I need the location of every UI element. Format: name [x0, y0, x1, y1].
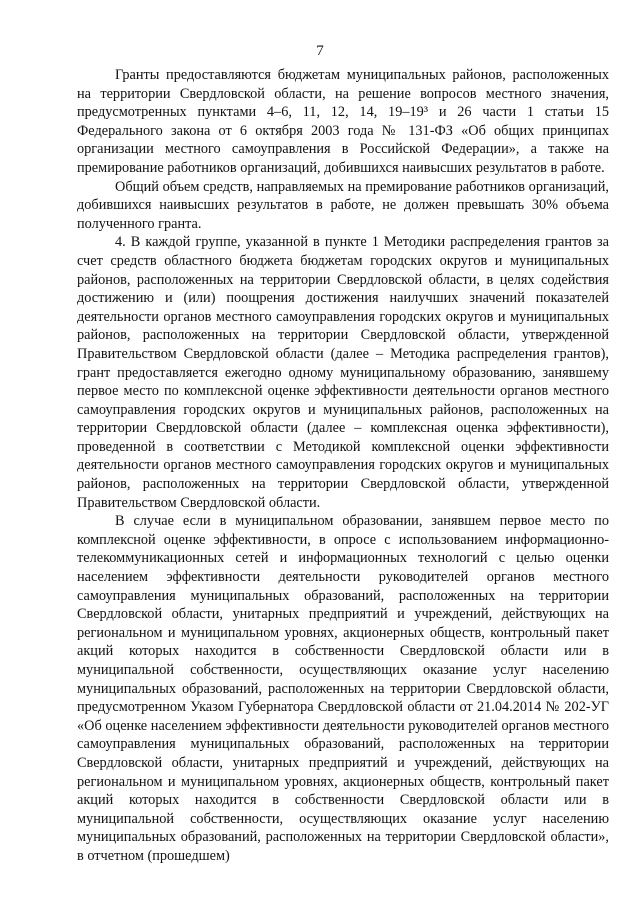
document-body — [77, 66, 609, 866]
paragraph-item-4: 4. В каждой группе, указанной в пункте 1 Методики распределения грантов за счет средств областного бюджета бюджетам городских округов и муниципальных районов, расположенных на территории Свердловской области, в целях содействия достижению и (или) поощрения достижения наилучших значений показателей деятельности органов местного самоуправления городских округов и муниципальных районов, расположенных на территории Свердловской области, утвержденной Правительством Свердловской области (далее – Методика распределения грантов), грант предоставляется ежегодно одному муниципальному образованию, занявшему первое место по комплексной оценке эффективности деятельности органов местного самоуправления городских округов и муниципальных районов, расположенных на территории Свердловской области (далее – комплексная оценка эффективности), проведенной в соответствии с Методикой комплексной оценки эффективности деятельности органов местного самоуправления городских округов и муниципальных районов, расположенных на территории Свердловской области, утвержденной Правительством Свердловской области. — [77, 234, 609, 511]
page-number: 7 — [316, 43, 324, 59]
paragraph-grants-purpose: Гранты предоставляются бюджетам муниципальных районов, расположенных на территории Свердловской области, на решение вопросов местного значения, предусмотренных пунктами 4–6, 11, 12, 14, 19–19³ и 26 части 1 статьи 15 Федерального закона от 6 октября 2003 года № 131-ФЗ «Об общих принципах организации местного самоуправления в Российской Федерации», а также на премирование работников организаций, добившихся наивысших результатов в работе. — [77, 67, 609, 176]
paragraph-bonus-limit: Общий объем средств, направляемых на премирование работников организаций, добившихся наивысших результатов в работе, не должен превышать 30% объема полученного гранта. — [77, 178, 609, 232]
paragraph-survey-case: В случае если в муниципальном образовании, занявшем первое место по комплексной оценке эффективности, в опросе с использованием информационно-телекоммуникационных сетей и информационных технологий с целью оценки населением эффективности деятельности руководителей органов местного самоуправления муниципальных образований, расположенных на территории Свердловской области, унитарных предприятий и учреждений, действующих на региональном и муниципальном уровнях, акционерных обществ, контрольный пакет акций которых находится в собственности Свердловской области или в муниципальной собственности, осуществляющих оказание услуг населению муниципальных образований, расположенных на территории Свердловской области, предусмотренном Указом Губернатора Свердловской области от 21.04.2014 № 202-УГ «Об оценке населением эффективности деятельности руководителей органов местного самоуправления муниципальных образований, расположенных на территории Свердловской области, унитарных предприятий и учреждений, действующих на региональном и муниципальном уровнях, акционерных обществ, контрольный пакет акций которых находится в собственности Свердловской области или в муниципальной собственности, осуществляющих оказание услуг населению муниципальных образований, расположенных на территории Свердловской области», в отчетном (прошедшем) — [77, 513, 609, 864]
